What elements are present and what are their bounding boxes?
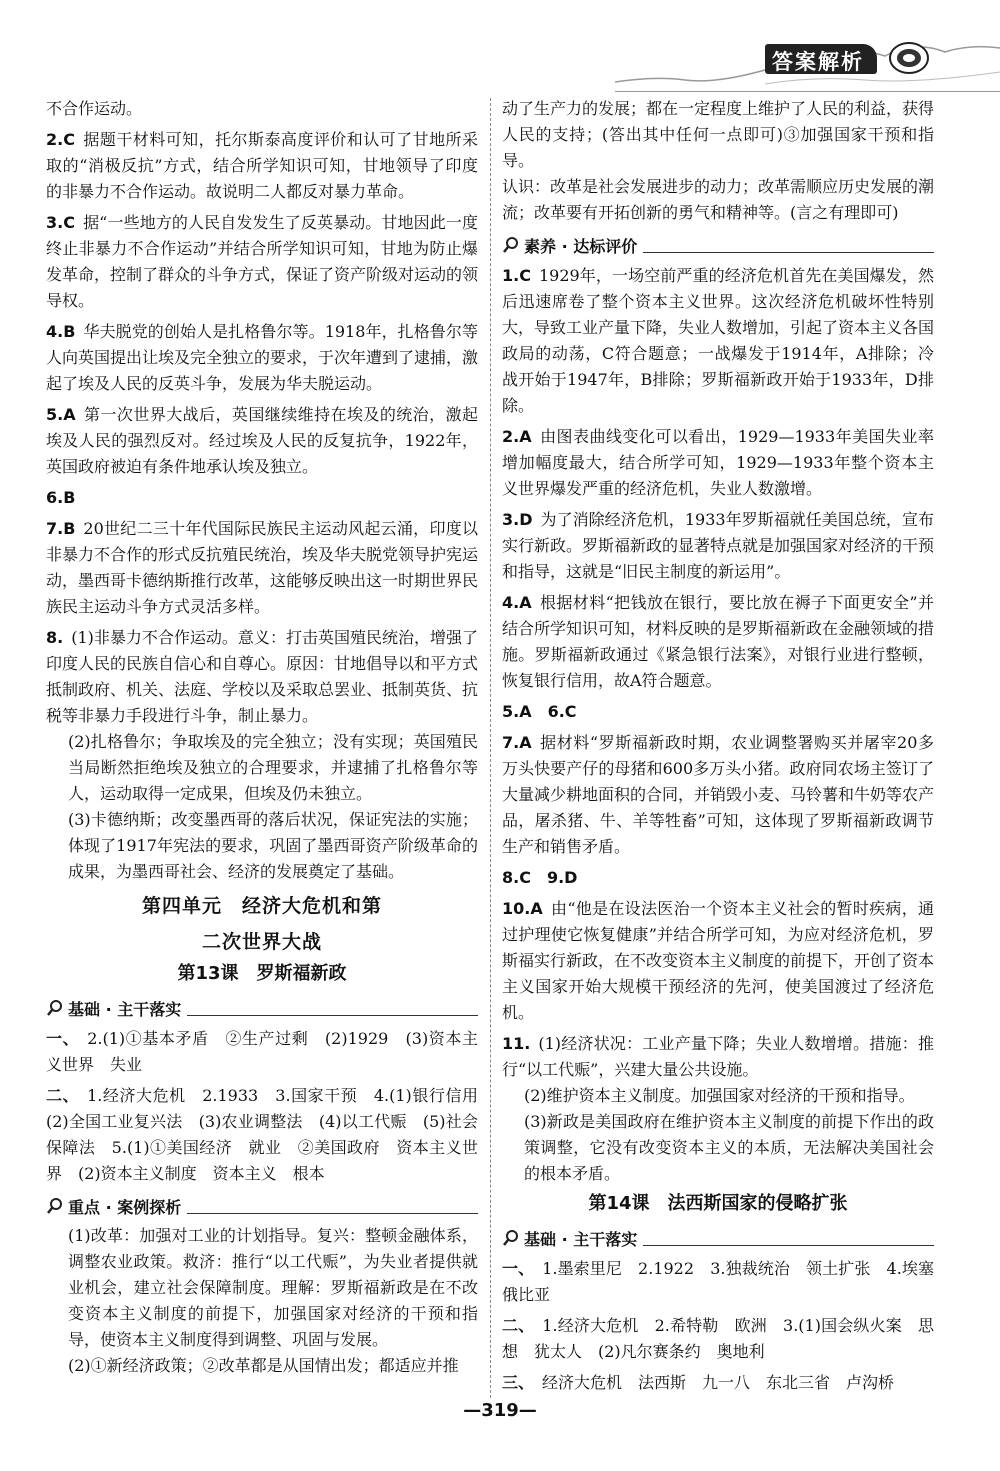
answer-body: 1929年，一场空前严重的经济危机首先在美国爆发，然后迅速席卷了整个资本主义世界。这次经济危机破坏性特别大，导致工业产量下降，失业人数增加，引起了资本主义各国政局的动荡，C符合题意；一战爆发于1914年，A排除；冷战开始于1947年，B排除；罗斯福新政开始于1933年，D排除。	[502, 266, 935, 415]
answer-body: (1)经济状况：工业产量下降；失业人数增增。措施：推行“以工代赈”，兴建大量公共设施。	[502, 1034, 934, 1079]
answer-item	[46, 485, 478, 511]
answer-body: 认识：改革是社会发展进步的动力；改革需顺应历史发展的潮流；改革要有开拓创新的勇气和精神等。(言之有理即可)	[502, 177, 935, 222]
answer-number: 一、	[502, 1259, 535, 1278]
answer-number: 三、	[502, 1373, 535, 1392]
answer-item	[46, 402, 478, 480]
answer-text	[502, 1083, 934, 1109]
page-header	[0, 0, 1000, 92]
answer-number: 一、	[46, 1029, 80, 1048]
section-label: 基础 · 主干落实	[68, 999, 182, 1019]
answer-body: 2.(1)①基本矛盾 ②生产过剩 (2)1929 (3)资本主义世界 失业	[46, 1029, 478, 1074]
answer-item	[502, 896, 934, 1026]
right-basics-answers	[502, 1256, 934, 1396]
answer-body: 第一次世界大战后，英国继续维持在埃及的统治，激起埃及人民的强烈反对。经过埃及人民的反复抗争，1922年，英国政府被迫有条件地承认埃及独立。	[46, 405, 478, 476]
left-column	[46, 96, 495, 1379]
answer-item	[502, 424, 934, 502]
magnifier-icon	[502, 236, 520, 254]
answer-number: 2.C	[46, 130, 75, 149]
magnifier-icon	[502, 1229, 520, 1247]
answer-number: 8.	[46, 628, 64, 647]
answer-body: 由图表曲线变化可以看出，1929—1933年美国失业率增加幅度最大，结合所学可知，1929—1933年整个资本主义世界爆发严重的经济危机，失业人数激增。	[502, 427, 934, 498]
answer-text	[46, 1223, 478, 1353]
answer-number: 1.C	[502, 266, 531, 285]
answer-number: 5.A 6.C	[502, 702, 577, 721]
answer-body: 据“一些地方的人民自发发生了反英暴动。甘地因此一度终止非暴力不合作运动”并结合所学知识可知，甘地为防止爆发革命，控制了群众的斗争方式，保证了资产阶级对运动的领导权。	[46, 213, 479, 310]
answer-body: 20世纪二三十年代国际民族民主运动风起云涌，印度以非暴力不合作的形式反抗殖民统治，埃及华夫脱党领导护宪运动，墨西哥卡德纳斯推行改革，这能够反映出这一时期世界民族民主运动斗争方式灵活多样。	[46, 519, 479, 616]
unit-title-line-2: 二次世界大战	[201, 931, 322, 953]
answer-body: 根据材料“把钱放在银行，要比放在褥子下面更安全”并结合所学知识可知，材料反映的是罗斯福新政在金融领域的措施。罗斯福新政通过《紧急银行法案》，对银行业进行整顿，恢复银行信用，故A符合题意。	[502, 593, 935, 690]
answer-body: 1.经济大危机 2.希特勒 欧洲 3.(1)国会纵火案 思想 犹太人 (2)凡尔赛条约 奥地利	[502, 1316, 934, 1361]
answer-item	[46, 625, 478, 729]
answer-number: 7.B	[46, 519, 76, 538]
section-rule	[187, 1213, 478, 1214]
answer-number: 二、	[502, 1316, 535, 1335]
emblem-icon	[888, 40, 930, 76]
answer-item	[46, 127, 478, 205]
answer-item	[46, 516, 478, 620]
answer-number: 4.B	[46, 322, 76, 341]
answer-body: (3)卡德纳斯；改变墨西哥的落后状况，保证宪法的实施；体现了1917年宪法的要求，巩固了墨西哥资产阶级革命的成果，为墨西哥社会、经济的发展奠定了基础。	[68, 810, 478, 881]
page-footer	[0, 1400, 1000, 1421]
answer-item	[502, 1370, 934, 1396]
section-header-basics-14	[502, 1225, 934, 1251]
answer-body: 据题干材料可知，托尔斯泰高度评价和认可了甘地所采取的“消极反抗”方式，结合所学知识可知，甘地领导了印度的非暴力不合作运动。故说明二人都反对暴力革命。	[46, 130, 478, 201]
answer-number: 8.C 9.D	[502, 868, 578, 887]
answer-item	[502, 865, 934, 891]
section-header-assessment	[502, 232, 934, 258]
answer-number: 11.	[502, 1034, 531, 1053]
section-header-basics	[46, 995, 478, 1021]
answer-number: 4.A	[502, 593, 532, 612]
answer-body: (2)维护资本主义制度。加强国家对经济的干预和指导。	[524, 1086, 915, 1105]
answer-item	[46, 210, 478, 314]
section-label: 基础 · 主干落实	[524, 1229, 638, 1249]
answer-text	[46, 729, 478, 807]
answer-number: 3.D	[502, 510, 533, 529]
answer-number: 10.A	[502, 899, 543, 918]
section-label: 素养 · 达标评价	[524, 236, 638, 256]
answer-number: 7.A	[502, 733, 532, 752]
left-answers-top	[46, 96, 478, 885]
answer-body: 1.墨索里尼 2.1922 3.独裁统治 领土扩张 4.埃塞俄比亚	[502, 1259, 934, 1304]
answer-number: 5.A	[46, 405, 76, 424]
answer-body: (3)新政是美国政府在维护资本主义制度的前提下作出的政策调整，它没有改变资本主义的本质，无法解决美国社会的根本矛盾。	[524, 1112, 934, 1183]
section-header-case	[46, 1193, 478, 1219]
magnifier-icon	[46, 999, 64, 1017]
answer-item	[502, 1313, 934, 1365]
right-answers-top	[502, 96, 934, 226]
column-divider	[490, 98, 491, 1398]
section-rule	[643, 252, 934, 253]
answer-text	[502, 96, 934, 174]
answer-item	[502, 590, 934, 694]
section-rule	[187, 1015, 478, 1016]
lesson-13-title: 第13课 罗斯福新政	[177, 963, 347, 984]
answer-item	[502, 263, 934, 419]
answer-number: 3.C	[46, 213, 75, 232]
answer-body: 动了生产力的发展；都在一定程度上维护了人民的利益，获得人民的支持；(答出其中任何一点即可)③加强国家干预和指导。	[502, 99, 935, 170]
answer-item	[502, 1256, 934, 1308]
lesson-14-title: 第14课 法西斯国家的侵略扩张	[588, 1193, 848, 1214]
answer-number: 2.A	[502, 427, 532, 446]
answer-body: 据材料“罗斯福新政时期，农业调整署购买并屠宰20多万头快要产仔的母猪和600多万头小猪。政府同农场主签订了大量减少耕地面积的合同，并销毁小麦、马铃薯和牛奶等农产品，屠杀猪、牛、羊等牲畜”可知，这体现了罗斯福新政调节生产和销售矛盾。	[502, 733, 935, 856]
answer-text	[46, 96, 478, 122]
answer-item	[502, 507, 934, 585]
answer-text	[46, 1353, 478, 1379]
answer-item	[502, 699, 934, 725]
answer-body: (1)改革：加强对工业的计划指导。复兴：整顿金融体系，调整农业政策。救济：推行“以工代赈”，为失业者提供就业机会，建立社会保障制度。理解：罗斯福新政是在不改变资本主义制度的前提下，加强国家对经济的干预和指导，使资本主义制度得到调整、巩固与发展。	[68, 1226, 478, 1349]
answer-text	[46, 807, 478, 885]
section-label: 重点 · 案例探析	[68, 1197, 182, 1217]
answer-item	[46, 1026, 478, 1078]
section-rule	[643, 1245, 934, 1246]
answer-item	[502, 1031, 934, 1083]
answer-body: (2)①新经济政策；②改革都是从国情出发；都适应并推	[68, 1356, 459, 1375]
page-number: —319—	[463, 1400, 537, 1421]
answer-body: 经济大危机 法西斯 九一八 东北三省 卢沟桥	[542, 1373, 895, 1392]
answer-body: (2)扎格鲁尔；争取埃及的完全独立；没有实现；英国殖民当局断然拒绝埃及独立的合理要求，并逮捕了扎格鲁尔等人，运动取得一定成果，但埃及仍未独立。	[68, 732, 478, 803]
left-basics-answers	[46, 1026, 495, 1187]
answer-body: 为了消除经济危机，1933年罗斯福就任美国总统，宣布实行新政。罗斯福新政的显著特点就是加强国家对经济的干预和指导，这就是“旧民主制度的新运用”。	[502, 510, 935, 581]
answer-text	[502, 1109, 934, 1187]
right-assessment-answers	[502, 263, 934, 1187]
answer-number: 二、	[46, 1086, 80, 1105]
answer-body: (1)非暴力不合作运动。意义：打击英国殖民统治，增强了印度人民的民族自信心和自尊心。原因：甘地倡导以和平方式抵制政府、机关、法庭、学校以及采取总罢业、抵制英货、抗税等非暴力手段进行斗争，制止暴力。	[46, 628, 479, 725]
right-column	[502, 96, 934, 1396]
answer-item	[46, 319, 478, 397]
answer-text	[502, 174, 934, 226]
answer-body: 不合作运动。	[46, 99, 143, 118]
answer-number: 6.B	[46, 488, 76, 507]
answer-body: 1.经济大危机 2.1933 3.国家干预 4.(1)银行信用 (2)全国工业复兴法 (3)农业调整法 (4)以工代赈 (5)社会保障法 5.(1)①美国经济 就业 ②美国政府 资本主义世界 (2)资本主义制度 资本主义 根本	[46, 1086, 495, 1183]
answer-item	[502, 730, 934, 860]
unit-title-line-1: 第四单元 经济大危机和第	[141, 895, 382, 917]
answer-body: 由“他是在设法医治一个资本主义社会的暂时疾病，通过护理使它恢复健康”并结合所学可知，为应对经济危机，罗斯福实行新政，在不改变资本主义制度的前提下，开创了资本主义国家开始大规模干预经济的先河，使美国渡过了经济危机。	[502, 899, 935, 1022]
header-title: 答案解析	[772, 50, 864, 74]
answer-body: 华夫脱党的创始人是扎格鲁尔等。1918年，扎格鲁尔等人向英国提出让埃及完全独立的要求，于次年遭到了逮捕，激起了埃及人民的反英斗争，发展为华夫脱运动。	[46, 322, 479, 393]
left-case-answers	[46, 1223, 478, 1379]
answer-item	[46, 1083, 495, 1187]
magnifier-icon	[46, 1197, 64, 1215]
